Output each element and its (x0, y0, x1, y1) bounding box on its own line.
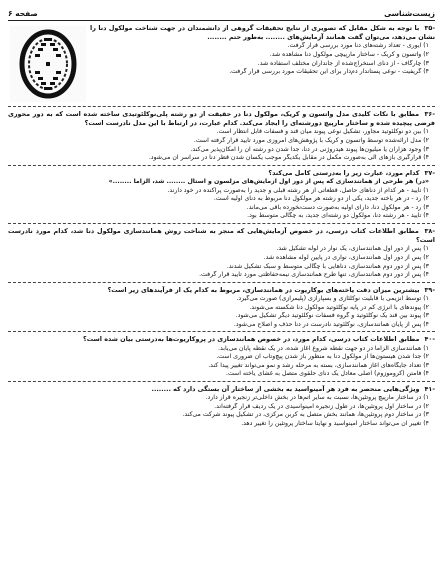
question-stem: کدام مورد، عبارت زیر را به‌درستی کامل می‌کند؟ (268, 168, 420, 177)
question-stem: با توجه به شکل مقابل که تصویری از نتایج تحقیقات گروهی از دانشمندان در جهت شناخت مولکول دنا را نشان می‌دهد، می‌توان گفت همانند آزمایش‌های ........ به‌طور حتم ........ (90, 24, 435, 42)
question-41 (8, 385, 435, 429)
separator (8, 381, 435, 382)
subject-title: زیست‌شناسی (384, 9, 435, 18)
question-number: -۴۰ (424, 335, 435, 344)
option-3[interactable]: ۳) پیوند بین قند یک نوکلئوتید و گروه فسفات نوکلئوتید دیگر تشکیل می‌شود. (235, 312, 429, 320)
question-number: -۳۵ (424, 24, 435, 32)
option-3[interactable]: ۳) رد - هر مولکول دنا، دارای اولیه به‌صورت دست‌نخورده باقی می‌ماند. (246, 203, 429, 211)
question-lead: «در) هر طرحی از همانندسازی که پس از دور اول آزمایش‌های مزلسون و استال ........ شد، الزاماً ........» (108, 177, 429, 185)
option-1[interactable]: ۱) ایوری - تعداد رشته‌های دنا مورد بررسی قرار گرفت. (287, 42, 429, 50)
question-number: -۴۱ (424, 384, 435, 393)
option-2[interactable]: ۲) پیوندهای با انرژی کم در پایه نوکلئوتید مولکول دنا شکسته می‌شوند. (249, 303, 429, 311)
option-4[interactable]: ۴) فامتن (کروموزوم) اصلی معادل یک دنای حلقوی متصل به غشای یاخته است. (225, 370, 429, 378)
question-stem: ویژگی‌هایی منحصر به فرد هر آمینواسید به بخشی از ساختار آن بستگی دارد که ........ (151, 384, 420, 393)
question-37 (8, 169, 435, 221)
separator (8, 282, 435, 283)
xray-pattern-icon (10, 26, 86, 102)
question-number: -۳۹ (424, 285, 435, 294)
option-2[interactable]: ۲) مدل ارائه‌شده توسط واتسون و کریک با پژوهش‌های امروزی مورد تأیید قرار گرفته است. (193, 137, 429, 144)
question-stem: مطابق اطلاعات کتاب درسی، در خصوص آزمایش‌هایی که منجر به شناخت روش همانندسازی مولکول دنا شد، کدام مورد نادرست است؟ (8, 226, 435, 245)
separator (8, 223, 435, 224)
option-4[interactable]: ۴) پس از پایان همانندسازی، نوکلئوتید نادرست در دنا حذف و اصلاح می‌شود. (233, 320, 429, 328)
option-1[interactable]: ۱) توسط آنزیمی با قابلیت نوکلئازی و بسپارازی (پلیمرازی) صورت می‌گیرد. (236, 294, 429, 302)
question-38 (8, 227, 435, 280)
page-number: صفحه ۶ (8, 9, 38, 18)
option-4[interactable]: ۴) پس از دور دوم همانندسازی، تنها طرح همانندسازی نیمه‌حفاظتی مورد تأیید قرار گرفت. (199, 271, 429, 279)
question-36 (8, 110, 435, 163)
option-2[interactable]: ۲) پس از دور اول همانندسازی، نواری در پایین لوله مشاهده شد. (263, 253, 429, 261)
option-4[interactable]: ۴) گریفیت - نوعی پستاندار دم‌دار برای این تحقیقات مورد بررسی قرار گرفت. (229, 68, 429, 76)
question-stem: مطابق با نکات کلیدی مدل واتسون و کریک، مولکول دنا در حقیقت از دو رشته پلی‌نوکلئوتیدی ساخته شده است که به دور محوری فرضی پیچیده شده و ساختار مارپیچ دورشته‌ای را ایجاد می‌کند. کدام عبارت، در ارتباط با این مدل نادرست است؟ (8, 110, 435, 128)
option-3[interactable]: ۳) تعداد جایگاه‌های آغاز همانندسازی، بسته به مرحله رشد و نمو می‌تواند تغییر پیدا کند. (208, 361, 429, 369)
option-1[interactable]: ۱) تأیید - هر کدام از دناهای حاصل، قطعاتی از هر رشته قبلی و جدید را به‌صورت پراکنده در خود دارند. (167, 186, 429, 194)
separator (8, 165, 435, 166)
question-stem: بیشترین میزان دقت یاخته‌های یوکاریوت در همانندسازی، مربوط به کدام یک از فرآیندهای زیر است؟ (107, 285, 420, 294)
option-1[interactable]: ۱) در ساختار مارپیچ پروتئین‌ها، نسبت به سایر اتم‌ها در بخش داخلی‌تر زنجیره قرار دارد. (205, 394, 429, 402)
option-3[interactable]: ۳) چارگاف - از دنای استخراج‌شده از جانداران مختلف استفاده شد. (257, 59, 429, 67)
question-number: -۳۶ (424, 110, 435, 118)
question-stem: مطابق اطلاعات کتاب درسی، کدام مورد، در خصوص همانندسازی در پروکاریوت‌ها به‌درستی بیان شده است؟ (83, 335, 420, 344)
separator (8, 106, 435, 107)
question-39 (8, 286, 435, 330)
option-2[interactable]: ۲) در ساختار اول پروتئین‌ها، در طول زنجیره آمینواسیدی در یک ردیف قرار گرفته‌اند. (214, 402, 429, 410)
separator (8, 331, 435, 332)
option-2[interactable]: ۲) واتسون و کریک - ساختار مارپیچی مولکول دنا مشاهده شد. (269, 51, 429, 58)
question-40 (8, 335, 435, 379)
question-number: -۳۸ (424, 226, 435, 235)
option-1[interactable]: ۱) همانندسازی الزاماً در دو جهت نقطه شروع آغاز شده، در یک نقطه پایان می‌یابد. (218, 344, 429, 352)
option-3[interactable]: ۳) پس از دور دوم همانندسازی، دناهایی با چگالی متوسط و سبک تشکیل شدند. (226, 262, 429, 270)
question-number: -۳۷ (424, 168, 435, 177)
option-2[interactable]: ۲) جدا شدن هیستون‌ها از مولکول دنا به منظور باز شدن پیچ‌وتاب آن ضروری است. (216, 353, 429, 361)
option-3[interactable]: ۳) وجود هزاران یا میلیون‌ها پیوند هیدروژنی در دنا، جدا شدن دو رشته آن را امکان‌پذیر می‌کند. (190, 145, 429, 153)
question-35 (8, 24, 435, 104)
option-1[interactable]: ۱) پس از دور اول همانندسازی، یک نوار در لوله تشکیل شد. (276, 245, 429, 253)
option-4[interactable]: ۴) قرارگیری بازهای آلی به‌صورت مکمل در مقابل یکدیگر موجب یکسان شدن قطر دنا در سراسر آن می‌شود. (148, 154, 429, 162)
option-1[interactable]: ۱) بین دو نوکلئوتید مجاور، تشکیل نوعی پیوند میان قند و فسفات قابل انتظار است. (216, 128, 429, 136)
dna-diffraction-figure (10, 26, 86, 102)
option-4[interactable]: ۴) تغییر آن می‌تواند ساختار آمینواسید و نهایتاً ساختار پروتئین را تغییر دهد. (241, 419, 429, 427)
option-4[interactable]: ۴) تأیید - هر رشته دنا، مولکول دو رشته‌ای جدید، به چگالی متوسط بود. (247, 212, 429, 220)
option-2[interactable]: ۲) رد - در هر یاخته جدید، یکی از دو رشته هر مولکول دنا مربوط به دنای اولیه است. (213, 195, 429, 203)
page-header (8, 4, 435, 21)
option-3[interactable]: ۳) در ساختار دوم پروتئین‌ها، همانند بخش متصل به کربن مرکزی، در تشکیل پیوند شرکت می‌کند. (182, 411, 429, 419)
